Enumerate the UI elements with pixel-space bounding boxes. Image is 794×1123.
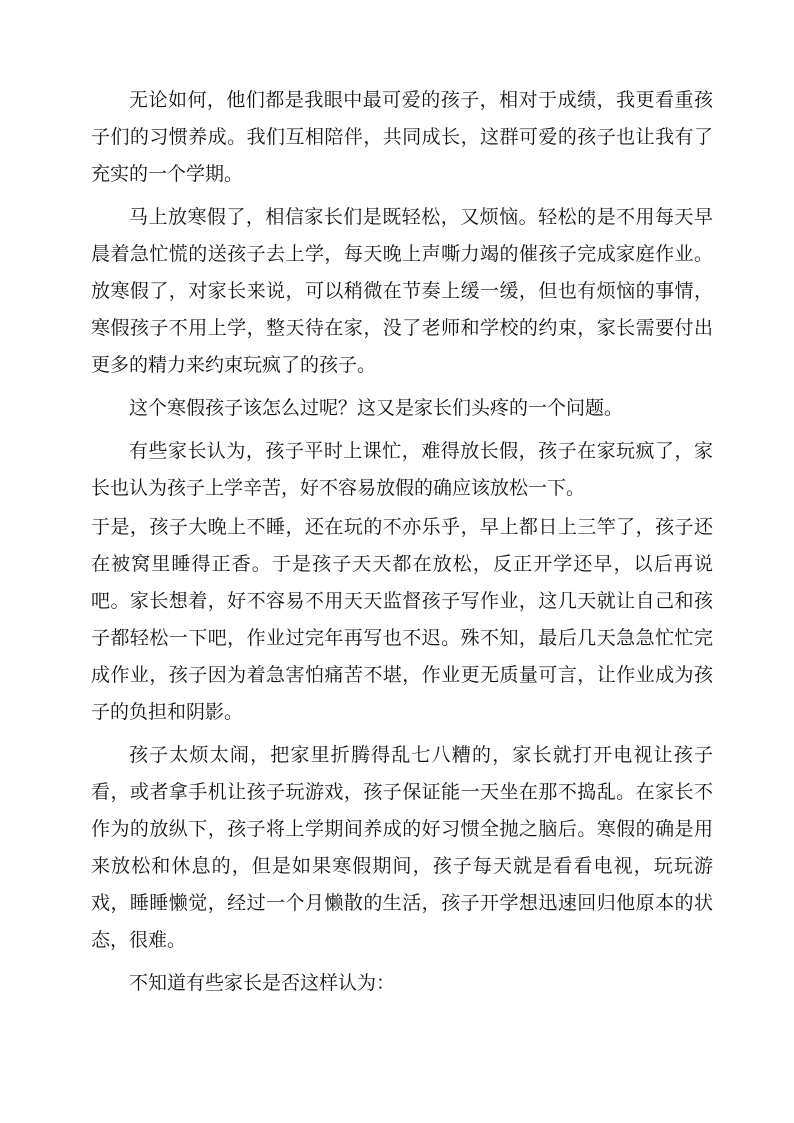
paragraph-4: 有些家长认为，孩子平时上课忙，难得放长假，孩子在家玩疯了，家长也认为孩子上学辛苦，好不容易放假的确应该放松一下。 [91,440,713,499]
paragraph-6: 孩子太烦太闹，把家里折腾得乱七八糟的，家长就打开电视让孩子看，或者拿手机让孩子玩游戏，孩子保证能一天坐在那不捣乱。在家长不作为的放纵下，孩子将上学期间养成的好习惯全抛之脑后。寒假的确是用来放松和休息的，但是如果寒假期间，孩子每天就是看看电视，玩玩游戏，睡睡懒觉，经过一个月懒散的生活，孩子开学想迅速回归他原本的状态，很难。 [91,744,713,951]
paragraph-3: 这个寒假孩子该怎么过呢？这又是家长们头疼的一个问题。 [129,397,624,419]
paragraph-2: 马上放寒假了，相信家长们是既轻松，又烦恼。轻松的是不用每天早晨着急忙慌的送孩子去上学，每天晚上声嘶力竭的催孩子完成家庭作业。放寒假了，对家长来说，可以稍微在节奏上缓一缓，但也有烦恼的事情，寒假孩子不用上学，整天待在家，没了老师和学校的约束，家长需要付出更多的精力来约束玩疯了的孩子。 [91,206,713,376]
paragraph-7: 不知道有些家长是否这样认为： [129,972,396,994]
document-body [91,82,713,1008]
paragraph-5: 于是，孩子大晚上不睡，还在玩的不亦乐乎，早上都日上三竿了，孩子还在被窝里睡得正香。于是孩子天天都在放松，反正开学还早，以后再说吧。家长想着，好不容易不用天天监督孩子写作业，这几天就让自己和孩子都轻松一下吧，作业过完年再写也不迟。殊不知，最后几天急急忙忙完成作业，孩子因为着急害怕痛苦不堪，作业更无质量可言，让作业成为孩子的负担和阴影。 [91,516,713,723]
paragraph-1: 无论如何，他们都是我眼中最可爱的孩子，相对于成绩，我更看重孩子们的习惯养成。我们互相陪伴，共同成长，这群可爱的孩子也让我有了充实的一个学期。 [91,89,713,185]
